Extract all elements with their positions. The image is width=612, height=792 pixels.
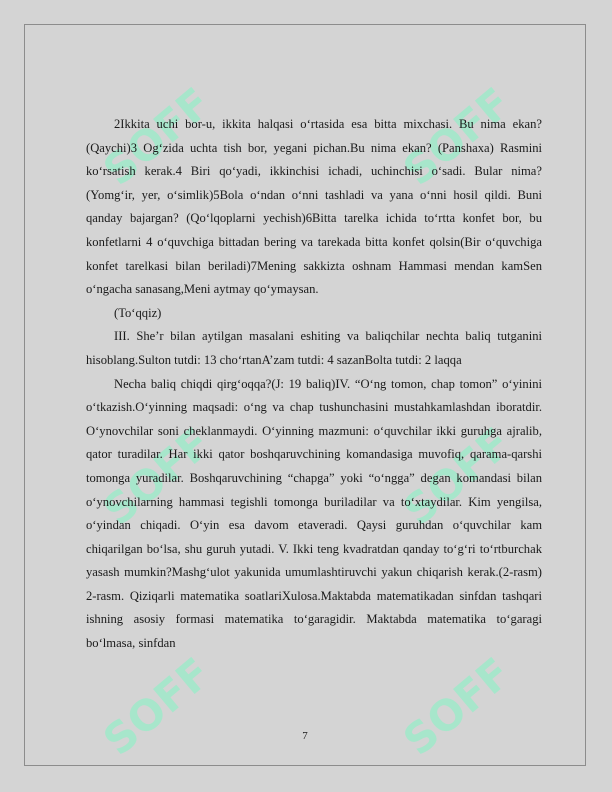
svg-text:SOFF: SOFF (394, 418, 521, 535)
svg-text:SOFF: SOFF (94, 648, 221, 765)
paragraph: III. She’r bilan aytilgan masalani eshiting va baliqchilar nechta baliq tutganini hisoblang.Sulton tutdi: 13 cho‘rtanA’zam tutdi: 4 sazanBolta tutdi: 2 laqqa (86, 329, 542, 367)
svg-text:SOFF: SOFF (394, 78, 521, 195)
body-text (86, 113, 542, 656)
document-page (24, 24, 586, 766)
svg-text:SOFF: SOFF (94, 418, 221, 535)
paragraph: 2Ikkita uchi bor-u, ikkita halqasi o‘rtasida esa bitta mixchasi. Bu nima ekan? (Qaychi)3 Og‘zida uchta tish bor, yegani pichan.Bu nima ekan? (Panshaxa) Rasmini ko‘rsatish kerak.4 Biri qo‘yadi, ikkinchisi ichadi, uchinchisi o‘sadi. Bular nima? (Yomg‘ir, yer, o‘simlik)5Bola o‘ndan o‘nni tashladi va yana o‘nni hosil qildi. Buni qanday bajargan? (Qo‘lqoplarni yechish)6Bitta tarelka ichida to‘rtta konfet bor, bu konfetlarni 4 o‘quvchiga bittadan bering va tarekada bitta konfet qolsin(Bir o‘quvchiga konfet tarelkasi bilan beriladi)7Mening sakkizta oshnam Hammasi mendan kamSen o‘ngacha sanasang,Meni aytmay qo‘ymaysan. (86, 117, 542, 297)
svg-text:SOFF: SOFF (394, 648, 521, 765)
paragraph: Necha baliq chiqdi qirg‘oqqa?(J: 19 baliq)IV. “O‘ng tomon, chap tomon” o‘yinini o‘tkazish.O‘yinning maqsadi: o‘ng va chap tushunchasini mustahkamlashdan iboratdir. O‘ynovchilar soni cheklanmaydi. O‘yinning mazmuni: o‘quvchilar ikki guruhga ajralib, qator turadilar. Har ikki qator boshqaruvchining komandasiga muvofiq, qarama-qarshi tomonga yuradilar. Boshqaruvchining “chapga” yoki “o‘ngga” degan komandasi bilan o‘ynovchilarning hammasi tegishli tomonga buriladilar va to‘xtaydilar. Kim yengilsa, o‘yindan chiqadi. O‘yin esa davom etaveradi. Qaysi guruhdan o‘quvchilar kam chiqarilgan bo‘lsa, shu guruh yutadi. V. Ikki teng kvadratdan qanday to‘g‘ri to‘rtburchak yasash mumkin?Mashg‘ulot yakunida umumlashtiruvchi yakun chiqarish kerak.(2-rasm) 2-rasm. Qiziqarli matematika soatlariXulosa.Maktabda matematikadan sinfdan tashqari ishning asosiy formasi matematika to‘garagidir. Maktabda matematika to‘garagi bo‘lmasa, sinfdan (86, 376, 542, 651)
paragraph: (To‘qqiz) (114, 305, 162, 320)
svg-text:SOFF: SOFF (94, 78, 221, 195)
page-number: 7 (302, 730, 308, 742)
